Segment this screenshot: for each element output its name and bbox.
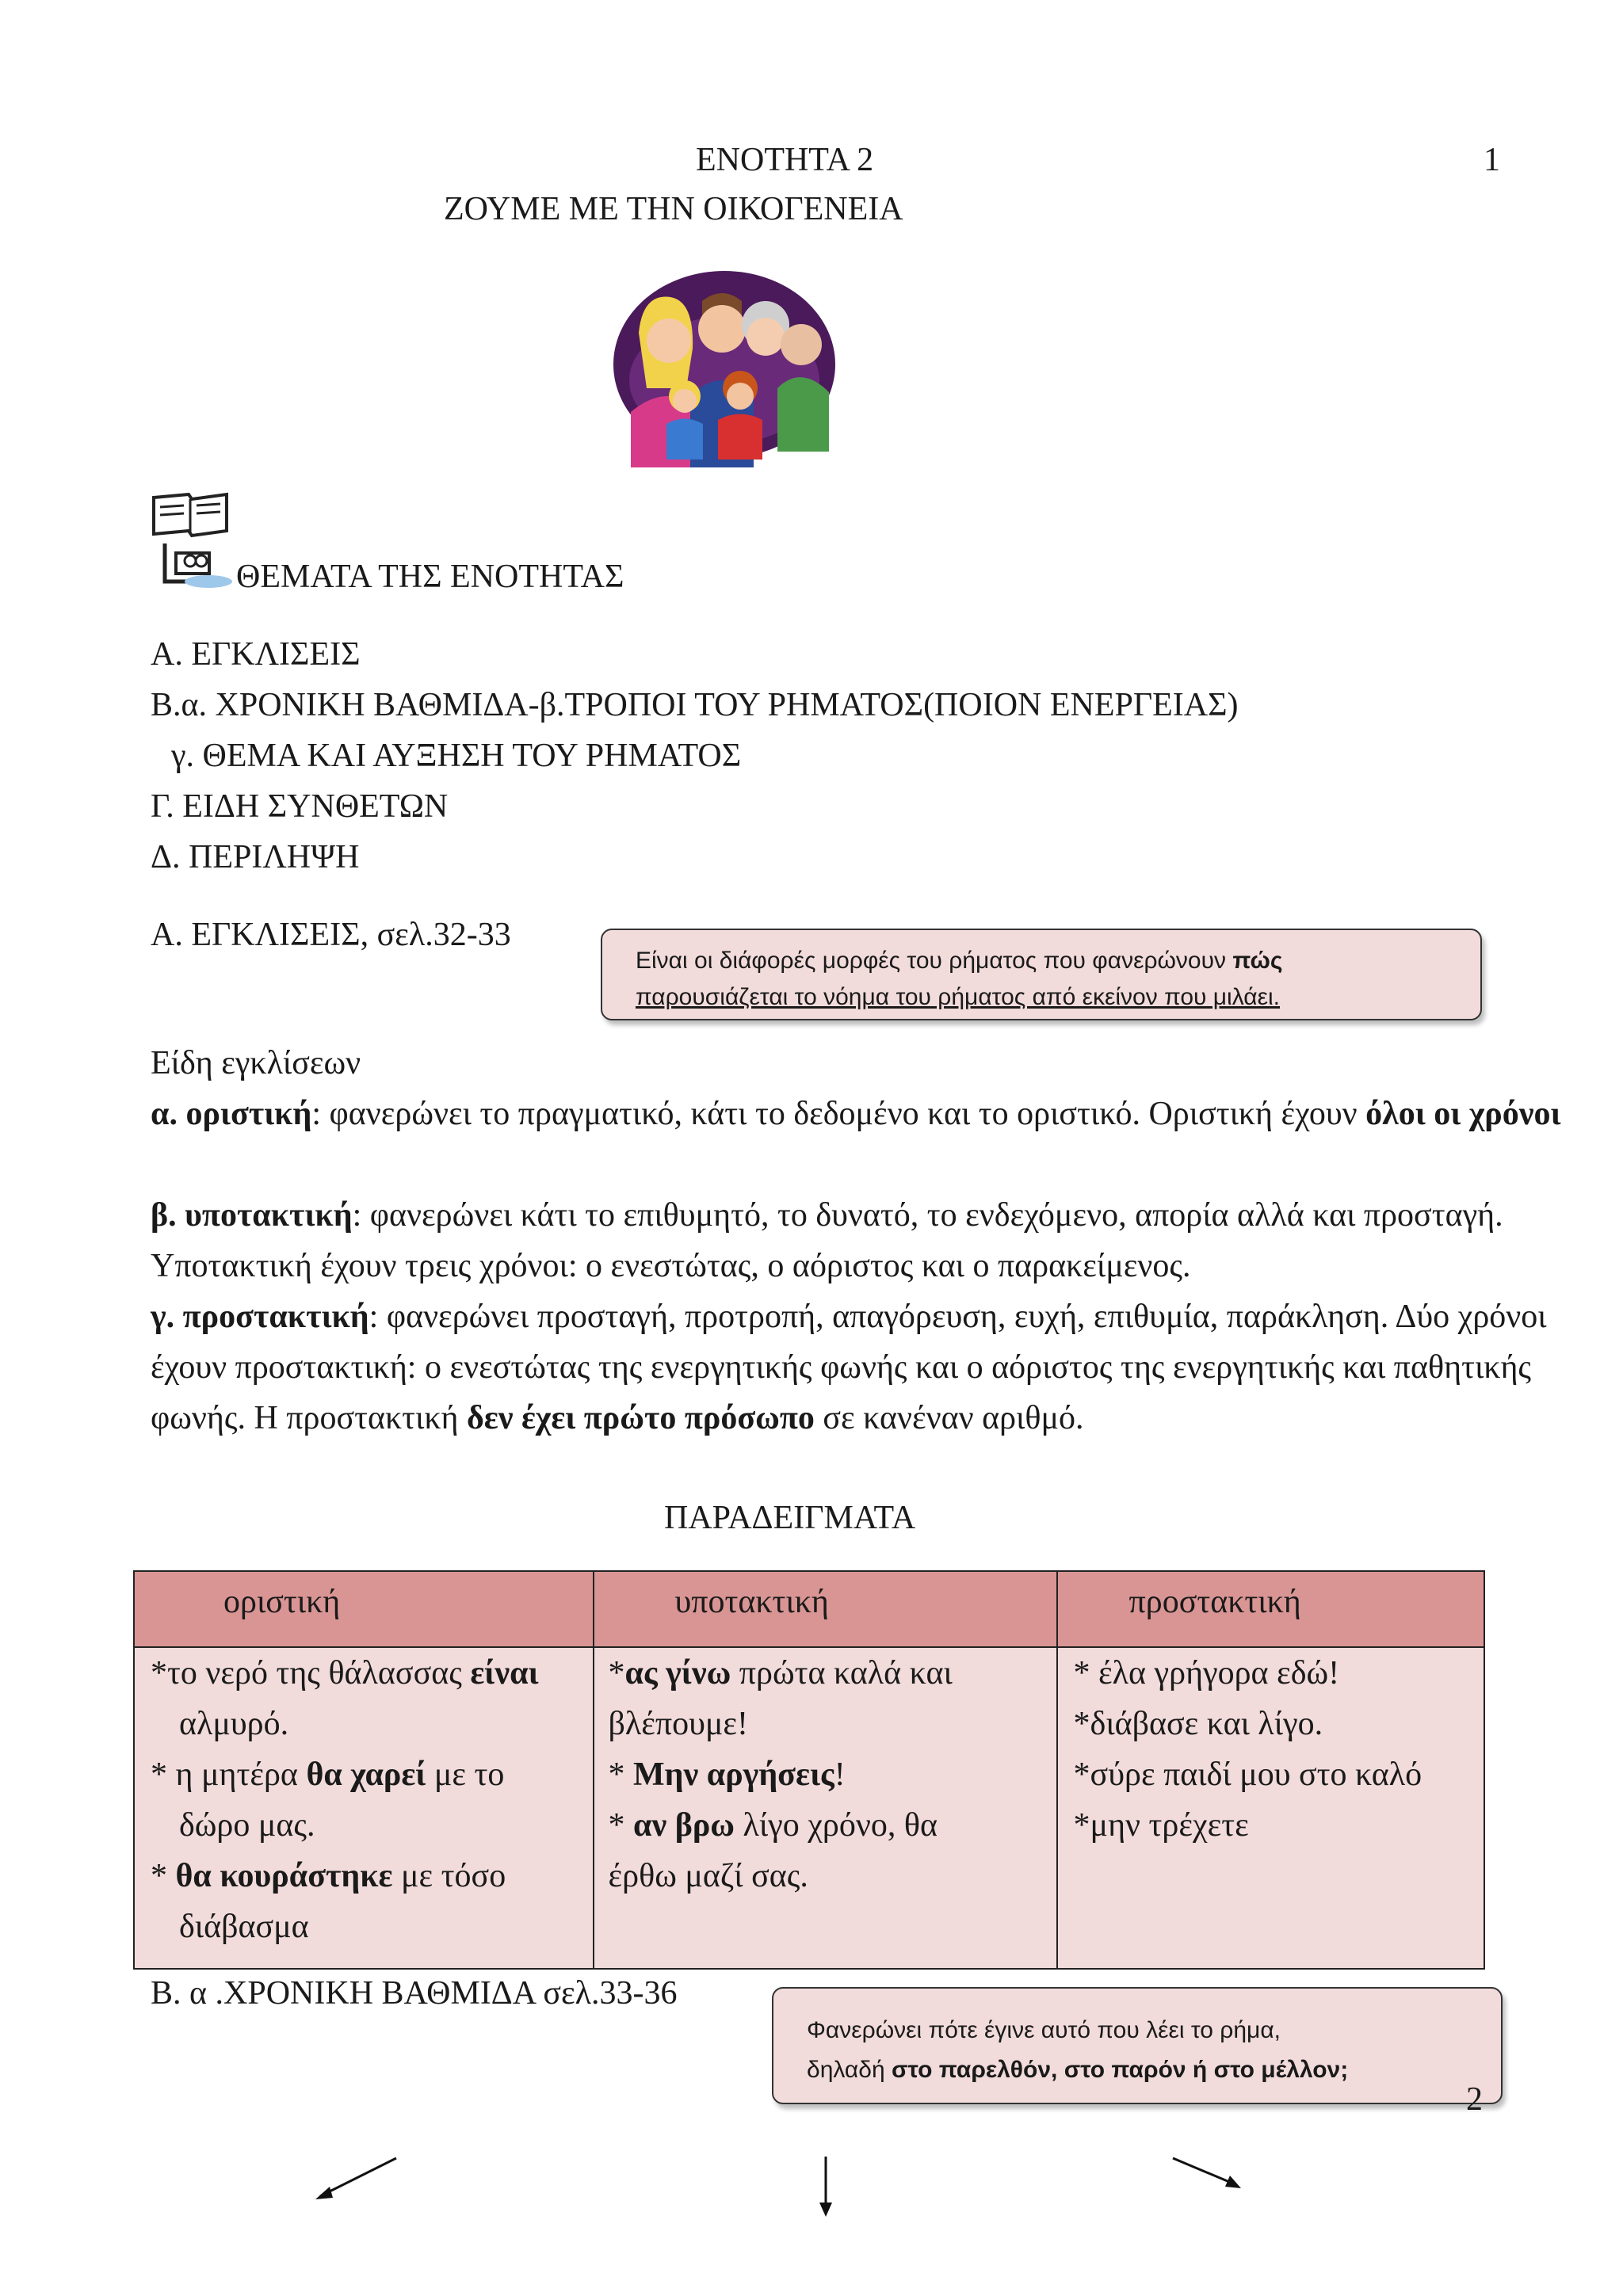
time-callout xyxy=(772,1987,1503,2104)
indicative-text: : φανερώνει το πραγματικό, κάτι το δεδομένο και το οριστικό. Οριστική έχουν xyxy=(311,1096,1366,1132)
arrow-down-left-icon xyxy=(309,2152,404,2204)
imperative-bold: δεν έχει πρώτο πρόσωπο xyxy=(466,1400,815,1436)
header-imperative: προστακτική xyxy=(1057,1571,1484,1647)
topic-item: Δ. ΠΕΡΙΛΗΨΗ xyxy=(151,839,360,875)
arrow-down-right-icon xyxy=(1170,2153,1246,2193)
imperative-text: : φανερώνει προσταγή, προτροπή, απαγόρευση, ευχή, επιθυμία, παράκληση. Δύο χρόνοι έχουν προστακτική: ο ενεστώτας της ενεργητικής φωνής και ο αόριστος της ενεργητικής και παθητικής φωνής. Η προστακτική xyxy=(151,1299,1547,1436)
callout-text: παρουσιάζεται το νόημα του ρήματος από εκείνον που μιλάει. xyxy=(636,984,1280,1010)
table-header-row xyxy=(134,1571,1484,1647)
section-b-heading: Β. α .ΧΡΟΝΙΚΗ ΒΑΘΜΙΔΑ σελ.33-36 xyxy=(151,1975,678,2012)
time-callout-text: Φανερώνει πότε έγινε αυτό που λέει το ρήμα, xyxy=(807,2017,1281,2043)
examples-heading: ΠΑΡΑΔΕΙΓΜΑΤΑ xyxy=(664,1500,916,1536)
section-a-heading: Α. ΕΓΚΛΙΣΕΙΣ, σελ.32-33 xyxy=(151,917,511,953)
cell-imperative-examples: * έλα γρήγορα εδώ! *διάβασε και λίγο. *σύρε παιδί μου στο καλό *μην τρέχετε xyxy=(1057,1647,1484,1969)
indicative-label: α. οριστική xyxy=(151,1096,312,1132)
arrow-down-icon xyxy=(816,2155,835,2218)
unit-title: ΕΝΟΤΗΤΑ 2 xyxy=(696,142,874,178)
callout-text: Είναι οι διάφορές μορφές του ρήματος που φανερώνουν xyxy=(636,948,1233,974)
topics-heading: ΘΕΜΑΤΑ ΤΗΣ ΕΝΟΤΗΤΑΣ xyxy=(236,559,624,595)
header-indicative: οριστική xyxy=(134,1571,594,1647)
topic-item: Γ. ΕΙΔΗ ΣΥΝΘΕΤΩΝ xyxy=(151,788,449,825)
page-marker: 2 xyxy=(1466,2081,1483,2118)
topic-item: Β.α. ΧΡΟΝΙΚΗ ΒΑΘΜΙΔΑ-β.ΤΡΟΠΟΙ ΤΟΥ ΡΗΜΑΤΟΣ(ΠΟΙΟΝ ΕΝΕΡΓΕΙΑΣ) xyxy=(151,687,1239,723)
topic-item: γ. ΘΕΜΑ ΚΑΙ ΑΥΞΗΣΗ ΤΟΥ ΡΗΜΑΤΟΣ xyxy=(171,738,742,774)
definition-callout xyxy=(601,929,1482,1020)
unit-subtitle: ΖΟΥΜΕ ΜΕ ΤΗΝ ΟΙΚΟΓΕΝΕΙΑ xyxy=(444,191,903,227)
subjunctive-label: β. υποτακτική xyxy=(151,1197,353,1234)
subjunctive-paragraph xyxy=(151,1190,1585,1291)
indicative-paragraph xyxy=(151,1089,1585,1139)
topic-item: Α. ΕΓΚΛΙΣΕΙΣ xyxy=(151,636,361,673)
time-callout-bold: στο παρελθόν, στο παρόν ή στο μέλλον; xyxy=(892,2057,1349,2083)
imperative-tail: σε κανέναν αριθμό. xyxy=(814,1400,1084,1436)
cell-subjunctive-examples: *ας γίνω πρώτα καλά και βλέπουμε! * Μην αργήσεις! * αν βρω λίγο χρόνο, θα έρθω μαζί σας. xyxy=(594,1647,1057,1969)
page-number: 1 xyxy=(1484,142,1500,178)
subjunctive-text: : φανερώνει κάτι το επιθυμητό, το δυνατό, το ενδεχόμενο, απορία αλλά και προσταγή. Υποτακτική έχουν τρεις χρόνοι: ο ενεστώτας, ο αόριστος και ο παρακείμενος. xyxy=(151,1197,1503,1284)
callout-bold: πώς xyxy=(1232,948,1283,974)
types-heading: Είδη εγκλίσεων xyxy=(151,1045,361,1081)
table-row xyxy=(134,1647,1484,1969)
family-illustration xyxy=(607,261,842,467)
time-callout-text: δηλαδή xyxy=(807,2057,892,2083)
imperative-paragraph xyxy=(151,1291,1577,1444)
cell-indicative-examples: *το νερό της θάλασσας είναι αλμυρό. * η μητέρα θα χαρεί με το δώρο μας. * θα κουράστηκε με τόσο διάβασμα xyxy=(134,1647,594,1969)
indicative-bold-tail: όλοι οι χρόνοι xyxy=(1365,1096,1561,1132)
book-icon xyxy=(149,490,236,589)
header-subjunctive: υποτακτική xyxy=(594,1571,1057,1647)
examples-table xyxy=(133,1570,1485,1970)
imperative-label: γ. προστακτική xyxy=(151,1299,369,1335)
